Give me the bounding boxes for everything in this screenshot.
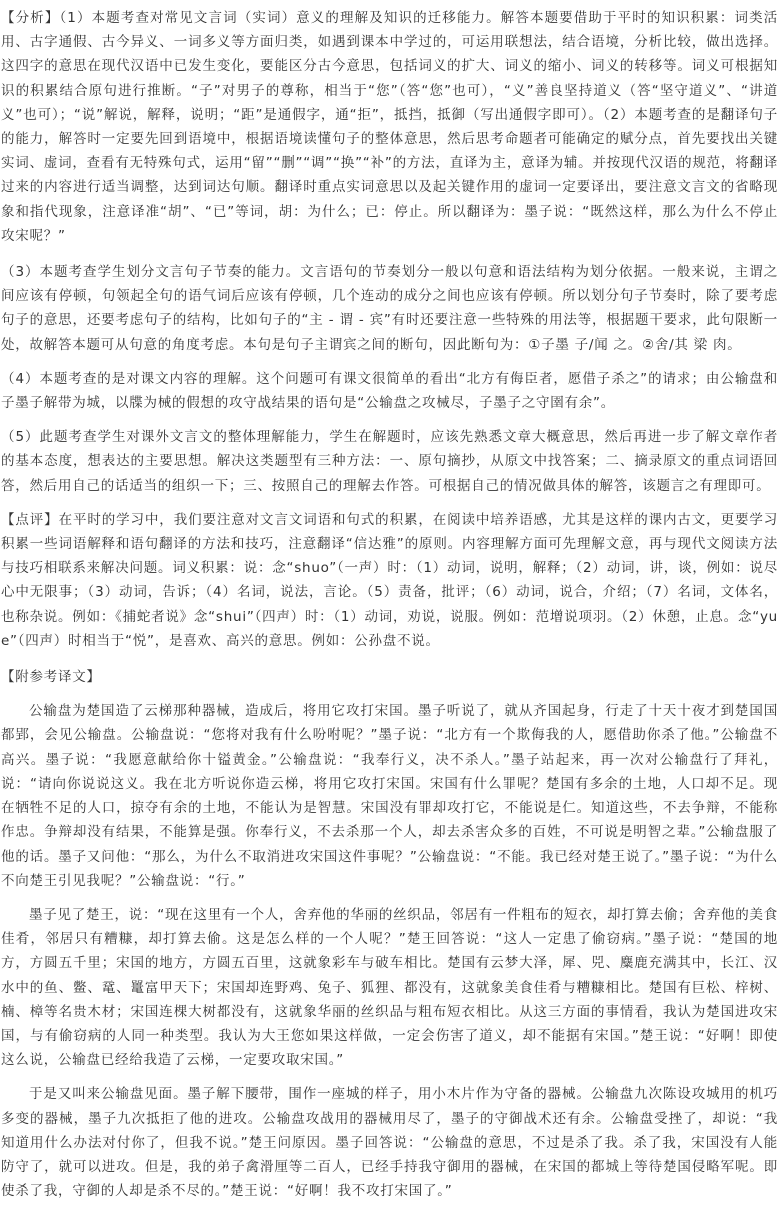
analysis-paragraph-2: （3）本题考查学生划分文言句子节奏的能力。文言语句的节奏划分一般以句意和语法结构为划分依据。一般来说，主谓之间应该有停顿，句领起全句的语气词后应该有停顿，几个连动的成分之间也应该有停顿。所以划分句子节奏时，除了要考虑句子的意思，还要考虑句子的结构，比如句子的“主 - 谓 - 宾”有时还要注意一些特殊的用法等，根据题干要求，此句限断一处，故解答本题可从句意的角度考虑。本句是句子主谓宾之间的断句，因此断句为：①子墨 子/闻 之。②舍/其 梁 肉。 — [1, 264, 778, 353]
analysis-paragraph-4: （5）此题考查学生对课外文言文的整体理解能力，学生在解题时，应该先熟悉文章大概意思，然后再进一步了解文章作者的基本态度，想表达的主要思想。解决这类题型有三种方法：一、原句摘抄，从原文中找答案；二、摘录原文的重点词语回答，然后用自己的话适当的组织一下；三、按照自己的理解去作答。可根据自己的情况做具体的解答，该题言之有理即可。 — [1, 429, 778, 494]
comment-paragraph: 【点评】在平时的学习中，我们要注意对文言文词语和句式的积累，在阅读中培养语感，尤其是这样的课内古文，更要学习积累一些词语解释和语句翻译的方法和技巧，注意翻译“信达雅”的原则。内容理解方面可先理解文意，再与现代文阅读方法与技巧相联系来解决问题。词义积累：说：念“shuo”（一声）时：（1）动词，说明，解释；（2）动词，讲，谈，例如：说尽心中无限事；（3）动词，告诉；（4）名词，说法，言论。（5）责备，批评；（6）动词，说合，介绍；（7）名词，文体名，也称杂说。例如：《捕蛇者说》念“shui”（四声）时：（1）动词，劝说，说服。例如：范增说项羽。（2）休憩，止息。念“yue”（四声）时相当于“悦”，是喜欢、高兴的意思。例如：公孙盘不说。 — [1, 511, 778, 649]
translation-paragraph-3: 于是又叫来公输盘见面。墨子解下腰带，围作一座城的样子，用小木片作为守备的器械。公输盘九次陈设攻城用的机巧多变的器械，墨子九次抵拒了他的进攻。公输盘攻战用的器械用尽了，墨子的守御战术还有余。公输盘受挫了，却说：“我知道用什么办法对付你了，但我不说。”楚王问原因。墨子回答说：“公输盘的意思，不过是杀了我。杀了我，宋国没有人能防守了，就可以进攻。但是，我的弟子禽滑厘等二百人，已经手持我守御用的器械，在宋国的都城上等待楚国侵略军呢。即使杀了我，守御的人却是杀不尽的。”楚王说：“好啊！我不攻打宋国了。” — [1, 1086, 778, 1200]
translation-paragraph-2: 墨子见了楚王，说：“现在这里有一个人，舍弃他的华丽的丝织品，邻居有一件粗布的短衣，却打算去偷；舍弃他的美食佳肴，邻居只有糟糠，却打算去偷。这是怎么样的一个人呢？”楚王回答说：“这人一定患了偷窃病。”墨子说：“楚国的地方，方圆五千里；宋国的地方，方圆五百里，这就象彩车与破车相比。楚国有云梦大泽，犀、兕、麋鹿充满其中，长江、汉水中的鱼、鳖、鼋、鼍富甲天下；宋国却连野鸡、兔子、狐狸、都没有，这就象美食佳肴与糟糠相比。楚国有巨松、梓树、楠、樟等名贵木材；宋国连棵大树都没有，这就象华丽的丝织品与粗布短衣相比。从这三方面的事情看，我认为楚国进攻宋国，与有偷窃病的人同一种类型。我认为大王您如果这样做，一定会伤害了道义，却不能据有宋国。”楚王说：“好啊！即使这么说，公输盘已经给我造了云梯，一定要攻取宋国。” — [1, 906, 778, 1069]
analysis-paragraph-1: 【分析】（1）本题考查对常见文言词（实词）意义的理解及知识的迁移能力。解答本题要借助于平时的知识积累：词类活用、古字通假、古今异义、一词多义等方面归类，如遇到课本中学过的，可运用联想法，结合语境，分析比较，做出选择。这四字的意思在现代汉语中已发生变化，要能区分古今意思，包括词义的扩大、词义的缩小、词义的转移等。词义可根据知识的积累结合原句进行推断。“子”对男子的尊称，相当于“您”（答“您”也可），“义”善良坚持道义（答“坚守道义”、“讲道义”也可）；“说”解说，解释，说明；“距”是通假字，通“拒”，抵挡，抵御（写出通假字即可）。（2）本题考查的是翻译句子的能力，解答时一定要先回到语境中，根据语境读懂句子的整体意思，然后思考命题者可能确定的赋分点，首先要找出关键实词、虚词，查看有无特殊句式，运用“留”“删”“调”“换”“补”的方法，直译为主，意译为辅。并按现代汉语的规范，将翻译过来的内容进行适当调整，达到词达句顺。翻译时重点实词意思以及起关键作用的虚词一定要译出，要注意文言文的省略现象和指代现象，注意译准“胡”、“已”等词，胡：为什么；已：停止。所以翻译为：墨子说：“既然这样，那么为什么不停止攻宋呢？” — [1, 10, 778, 244]
analysis-paragraph-3: （4）本题考查的是对课文内容的理解。这个问题可有课文很简单的看出“北方有侮臣者，愿借子杀之”的请求；由公输盘和子墨子解带为城，以牒为械的假想的攻守战结果的语句是“公输盘之攻械尽，子墨子之守圉有余”。 — [1, 370, 778, 412]
translation-heading: 【附参考译文】 — [1, 669, 101, 686]
translation-paragraph-1: 公输盘为楚国造了云梯那种器械，造成后，将用它攻打宋国。墨子听说了，就从齐国起身，行走了十天十夜才到楚国国都郢，会见公输盘。公输盘说：“您将对我有什么吩咐呢？”墨子说：“北方有一个欺侮我的人，愿借助你杀了他。”公输盘不高兴。墨子说：“我愿意献给你十镒黄金。”公输盘说：“我奉行义，决不杀人。”墨子站起来，再一次对公输盘行了拜礼，说：“请向你说说这义。我在北方听说你造云梯，将用它攻打宋国。宋国有什么罪呢？楚国有多余的土地，人口却不足。现在牺牲不足的人口，掠夺有余的土地，不能认为是智慧。宋国没有罪却攻打它，不能说是仁。知道这些，不去争辩，不能称作忠。争辩却没有结果，不能算是强。你奉行义，不去杀那一个人，却去杀害众多的百姓，不可说是明智之辈。”公输盘服了他的话。墨子又问他：“那么，为什么不取消进攻宋国这件事呢？”公输盘说：“不能。我已经对楚王说了。”墨子说：“为什么不向楚王引见我呢？”公输盘说：“行。” — [1, 703, 778, 889]
